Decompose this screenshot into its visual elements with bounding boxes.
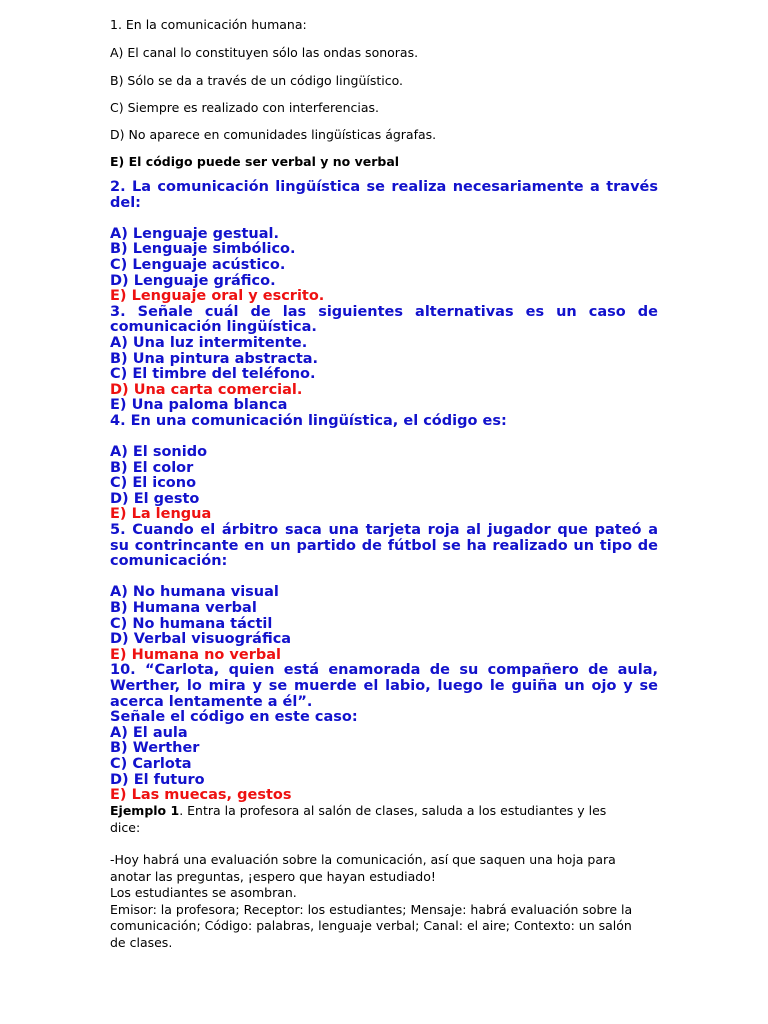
q5-option-a: A) No humana visual [110,584,279,601]
q3-option-d-answer: D) Una carta comercial. [110,381,303,398]
example-label: Ejemplo 1 [110,803,180,818]
example-dialogue: -Hoy habrá una evaluación sobre la comunicación, así que saquen una hoja para anotar las preguntas, ¡espero que hayan estudiado! [110,852,616,884]
q10-option-b: B) Werther [110,740,200,757]
q4-option-e-answer: E) La lengua [110,506,212,523]
q4-option-a: A) El sonido [110,444,208,461]
example-block [110,803,640,951]
q10-option-c: C) Carlota [110,755,192,772]
q2-stem: 2. La comunicación lingüística se realiza necesariamente a través del: [110,179,658,211]
example-reaction: Los estudiantes se asombran. [110,885,297,900]
q3-option-c: C) El timbre del teléfono. [110,366,316,383]
questions-block [110,180,658,804]
q2-option-a: A) Lenguaje gestual. [110,225,279,242]
q5-option-b: B) Humana verbal [110,600,257,617]
q4-stem: 4. En una comunicación lingüística, el código es: [110,412,507,429]
q10-option-d: D) El futuro [110,771,205,788]
q10-option-a: A) El aula [110,724,188,741]
q1-option-a: A) El canal lo constituyen sólo las ondas sonoras. [110,45,419,60]
q5-option-e-answer: E) Humana no verbal [110,646,281,663]
q2-option-d: D) Lenguaje gráfico. [110,272,276,289]
q1-option-b: B) Sólo se da a través de un código lingüístico. [110,73,404,88]
q2-option-c: C) Lenguaje acústico. [110,256,286,273]
q4-option-d: D) El gesto [110,490,200,507]
q10-prompt: Señale el código en este caso: [110,709,358,726]
q4-option-b: B) El color [110,459,194,476]
q4-option-c: C) El icono [110,475,197,492]
q3-option-b: B) Una pintura abstracta. [110,350,319,367]
q3-option-a: A) Una luz intermitente. [110,334,308,351]
q3-stem: 3. Señale cuál de las siguientes alternativas es un caso de comunicación lingüística. [110,303,658,336]
q1-option-e-answer: E) El código puede ser verbal y no verbal [110,154,400,169]
q5-option-d: D) Verbal visuográfica [110,631,292,648]
example-intro [110,803,640,836]
q1-stem: 1. En la comunicación humana: [110,17,307,32]
spacer [110,570,658,586]
q5-stem: 5. Cuando el árbitro saca una tarjeta roja al jugador que pateó a su contrincante en un partido de fútbol se ha realizado un tipo de comunicación: [110,522,658,570]
q5-option-c: C) No humana táctil [110,615,273,632]
q2-option-e-answer: E) Lenguaje oral y escrito. [110,288,325,305]
q1-option-d: D) No aparece en comunidades lingüísticas ágrafas. [110,127,437,142]
spacer [110,211,658,227]
q3-option-e: E) Una paloma blanca [110,397,288,414]
q2-option-b: B) Lenguaje simbólico. [110,241,296,258]
q10-option-e-answer: E) Las muecas, gestos [110,787,292,804]
q1-option-c: C) Siempre es realizado con interferencias. [110,100,380,115]
example-intro-text: . Entra la profesora al salón de clases, saluda a los estudiantes y les dice: [110,803,607,835]
example-analysis: Emisor: la profesora; Receptor: los estudiantes; Mensaje: habrá evaluación sobre la comunicación; Código: palabras, lenguaje verbal; Canal: el aire; Contexto: un salón de clases. [110,901,633,950]
q10-stem: 10. “Carlota, quien está enamorada de su compañero de aula, Werther, lo mira y se muerde el labio, luego le guiña un ojo y se acerca lentamente a él”. [110,662,658,710]
spacer [110,430,658,446]
spacer [110,836,640,852]
